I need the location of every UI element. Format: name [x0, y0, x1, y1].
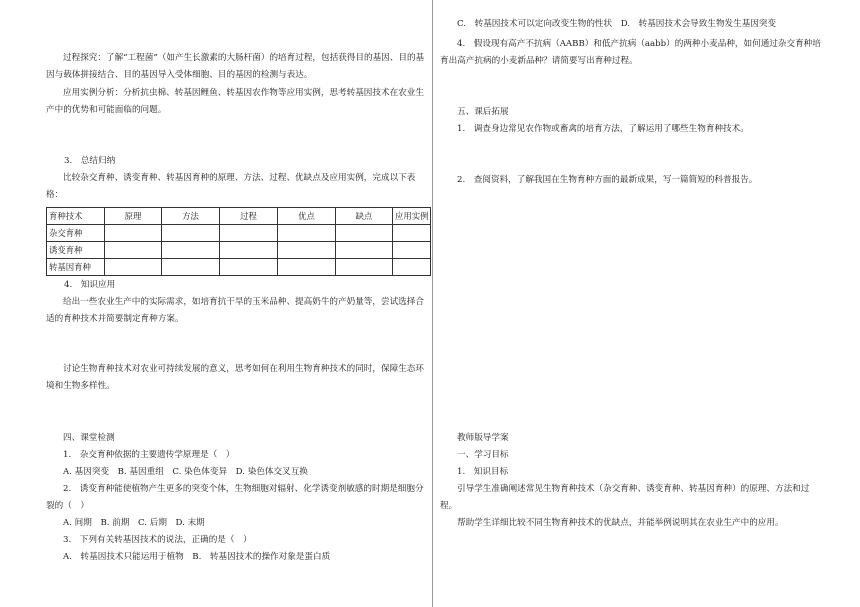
table-header-cell: 过程: [220, 208, 278, 225]
table-row-label: 诱变育种: [47, 242, 105, 259]
right-column: [440, 0, 822, 607]
teacher-edition-title: 教师版导学案: [457, 433, 509, 443]
table-header-row: [47, 208, 431, 225]
table-row-label: 杂交育种: [47, 225, 105, 242]
knowledge-application-heading: 4. 知识应用: [64, 280, 116, 290]
application-paragraph: 应用实例分析：分析抗虫棉、转基因鲤鱼、转基因农作物等应用实例，思考转基因技术在农业生产中的优势和可能面临的问题。: [46, 88, 424, 115]
column-divider: [432, 0, 433, 607]
discussion-paragraph: 讨论生物育种技术对农业可持续发展的意义，思考如何在利用生物育种技术的同时，保障生态环境和生物多样性。: [46, 364, 424, 391]
question-2: 2. 诱变育种能使植物产生更多的突变个体，生物细胞对辐射、化学诱变剂敏感的时期是细胞分裂的（ ）: [46, 484, 424, 511]
question-3-options-cd: C. 转基因技术可以定向改变生物的性状 D. 转基因技术会导致生物发生基因突变: [457, 19, 777, 29]
summary-paragraph: 比较杂交育种、诱变育种、转基因育种的原理、方法、过程、优缺点及应用实例，完成以下表格：: [46, 173, 416, 200]
question-2-options: A. 间期 B. 前期 C. 后期 D. 末期: [63, 518, 205, 528]
question-1-options: A. 基因突变 B. 基因重组 C. 染色体变异 D. 染色体交叉互换: [63, 467, 308, 477]
table-header-cell: 缺点: [336, 208, 393, 225]
table-header-cell: 应用实例: [393, 208, 431, 225]
question-4: 4. 假设现有高产不抗病（AABB）和低产抗病（aabb）的两种小麦品种，如何通过杂交育种培育出高产抗病的小麦新品种？请简要写出育种过程。: [440, 39, 821, 66]
process-paragraph: 过程探究：了解“工程菌”（如产生长激素的大肠杆菌）的培育过程，包括获得目的基因、目的基因与载体拼接结合、目的基因导入受体细胞、目的基因的检测与表达。: [46, 53, 425, 80]
classroom-test-heading: 四、课堂检测: [63, 433, 115, 443]
table-row: [47, 259, 431, 276]
extension-item-1: 1. 调查身边常见农作物或畜禽的培育方法，了解运用了哪些生物育种技术。: [457, 124, 749, 134]
table-header-cell: 育种技术: [47, 208, 105, 225]
knowledge-goals-heading: 1. 知识目标: [457, 467, 509, 477]
table-row: [47, 242, 431, 259]
goal-paragraph-1: 引导学生准确阐述常见生物育种技术（杂交育种、诱变育种、转基因育种）的原理、方法和过程。: [440, 484, 810, 511]
table-row: [47, 225, 431, 242]
summary-heading: 3. 总结归纳: [64, 156, 116, 166]
left-column: [46, 0, 428, 607]
goal-paragraph-2: 帮助学生详细比较不同生物育种技术的优缺点，并能举例说明其在农业生产中的应用。: [457, 518, 784, 528]
table-header-cell: 原理: [105, 208, 162, 225]
table-row-label: 转基因育种: [47, 259, 105, 276]
table-header-cell: 优点: [278, 208, 336, 225]
extension-heading: 五、课后拓展: [457, 107, 509, 117]
question-1: 1. 杂交育种依据的主要遗传学原理是（ ）: [63, 450, 235, 460]
table-header-cell: 方法: [162, 208, 220, 225]
learning-goals-heading: 一、学习目标: [457, 450, 509, 460]
knowledge-application-paragraph: 给出一些农业生产中的实际需求，如培育抗干旱的玉米品种、提高奶牛的产奶量等，尝试选择合适的育种技术并简要制定育种方案。: [46, 297, 424, 324]
question-3-options-ab: A. 转基因技术只能运用于植物 B. 转基因技术的操作对象是蛋白质: [63, 552, 331, 562]
extension-item-2: 2. 查阅资料，了解我国在生物育种方面的最新成果，写一篇简短的科普报告。: [457, 175, 758, 185]
question-3: 3. 下列有关转基因技术的说法，正确的是（ ）: [63, 535, 252, 545]
breeding-comparison-table: [46, 207, 431, 276]
